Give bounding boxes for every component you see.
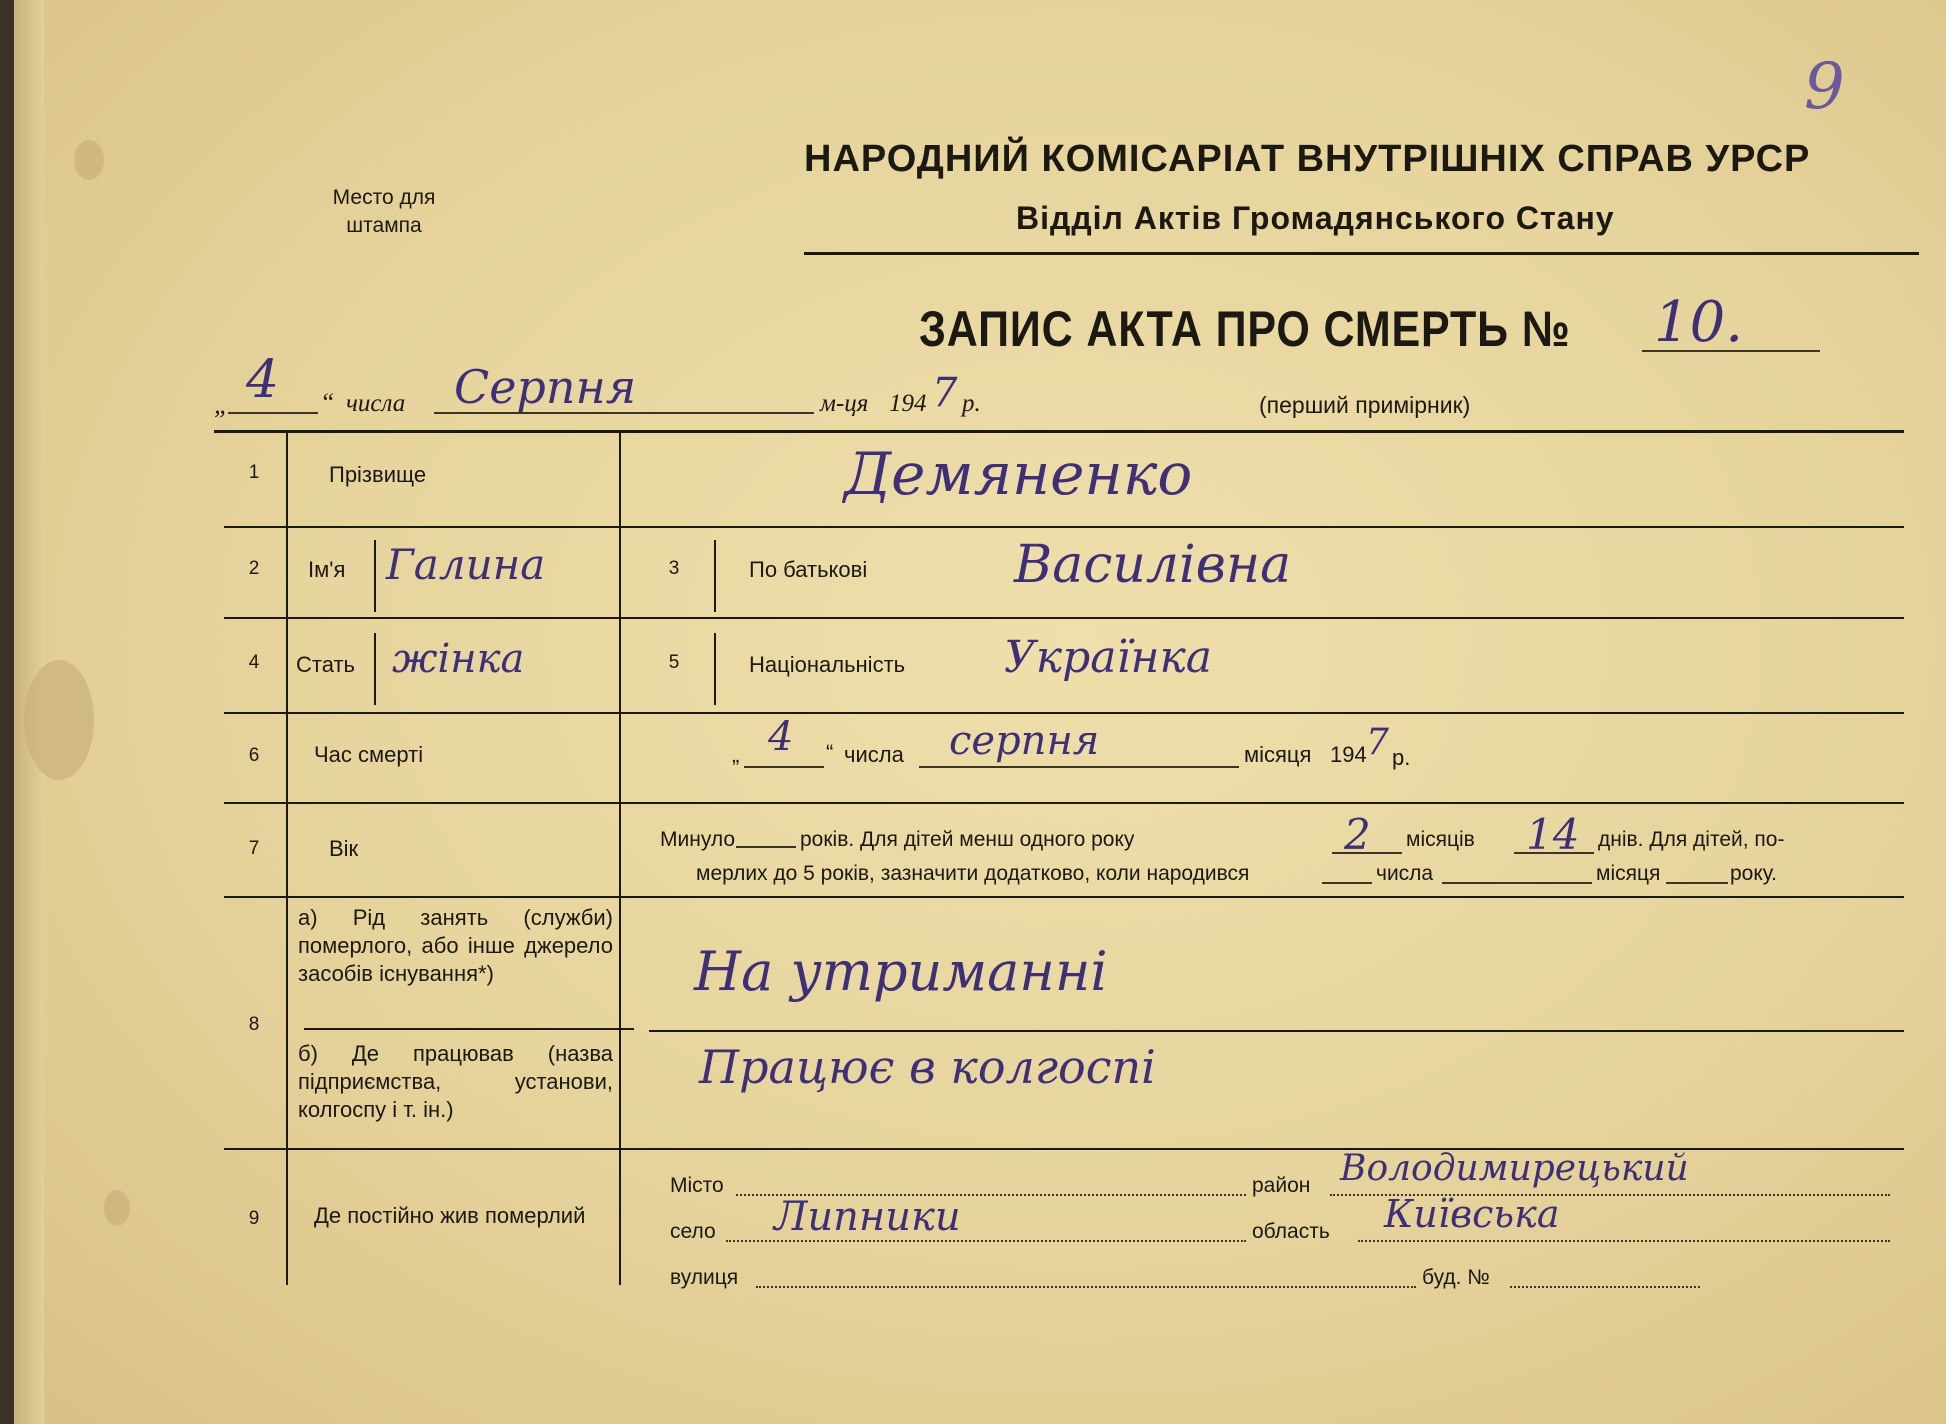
- age-born-text: мерлих до 5 років, зазначити додатково, коли народився: [696, 862, 1250, 885]
- first-name-divider: [374, 540, 376, 612]
- death-date-close-quote: “: [826, 740, 834, 765]
- sex-label: Стать: [296, 652, 356, 677]
- born-year-line: [1666, 882, 1728, 884]
- workplace-label: б) Де працював (назва підприємства, установи, колгоспу і т. ін.): [298, 1041, 613, 1122]
- row-number: 7: [248, 838, 260, 859]
- death-date-open-quote: „: [732, 742, 740, 767]
- death-year-label: р.: [1392, 745, 1411, 770]
- district-value: Володимирецький: [1340, 1148, 1689, 1189]
- house-label: буд. №: [1422, 1266, 1490, 1289]
- first-name-value: Галина: [386, 540, 546, 589]
- record-month-line: [434, 412, 814, 414]
- street-label: вулиця: [670, 1266, 739, 1289]
- death-day-line: [744, 766, 824, 768]
- number-column-divider: [286, 430, 288, 1285]
- death-month-label: місяця: [1244, 742, 1312, 767]
- header-rule: [804, 252, 1919, 255]
- patronymic-label: По батькові: [749, 557, 868, 582]
- patronymic-value: Василівна: [1014, 535, 1292, 595]
- age-years-line: [736, 846, 796, 848]
- death-month: серпня: [949, 718, 1100, 764]
- nationality-label: Національність: [749, 652, 906, 677]
- district-label: район: [1252, 1174, 1311, 1197]
- born-day-label: числа: [1376, 862, 1434, 885]
- record-day-line: [228, 412, 318, 414]
- row-rule: [224, 1148, 636, 1150]
- death-month-line: [919, 766, 1239, 768]
- stamp-line-2: штампа: [346, 214, 422, 237]
- row-rule: [224, 712, 636, 714]
- row-rule: [224, 526, 636, 528]
- record-month-label: м-ця: [820, 390, 869, 417]
- record-day-label: числа: [346, 390, 406, 417]
- row-rule: [224, 617, 636, 619]
- village-label: село: [670, 1220, 716, 1243]
- stamp-place-label: [314, 184, 454, 240]
- house-line: [1510, 1286, 1700, 1288]
- date-open-quote: „: [214, 390, 229, 419]
- row-number: 8: [248, 1014, 260, 1035]
- occupation-label: а) Рід занять (служби) померлого, або інше джерело засобів існування*): [298, 905, 613, 986]
- row-number: 4: [248, 652, 260, 673]
- document-page: [14, 0, 1946, 1424]
- page-number-annotation: 9: [1804, 50, 1845, 124]
- age-days-value: 14: [1526, 810, 1580, 859]
- workplace-value: Працює в колгоспі: [699, 1040, 1156, 1094]
- label-column-divider: [619, 430, 621, 1285]
- village-value: Липники: [774, 1194, 961, 1240]
- record-year-suffix: 7: [932, 370, 958, 416]
- row-number: 5: [668, 652, 680, 673]
- binding-tear: [24, 660, 94, 780]
- nationality-number-divider: [714, 633, 716, 705]
- occupation-value: На утриманні: [694, 940, 1108, 1003]
- nationality-value: Українка: [1004, 632, 1213, 683]
- surname-value: Демяненко: [844, 440, 1193, 508]
- age-days-text: днів. Для дітей, по-: [1598, 828, 1785, 851]
- first-name-label: Ім'я: [308, 557, 346, 582]
- record-number: 10.: [1654, 290, 1744, 355]
- region-value: Київська: [1384, 1192, 1560, 1236]
- born-day-line: [1322, 882, 1372, 884]
- sex-divider: [374, 633, 376, 705]
- row-rule: [224, 896, 636, 898]
- born-month-line: [1442, 882, 1592, 884]
- record-day: 4: [246, 350, 280, 410]
- row-number: 9: [248, 1208, 260, 1229]
- row-rule: [634, 617, 1904, 619]
- death-time-label: Час смерті: [314, 742, 424, 767]
- age-label: Вік: [329, 836, 359, 861]
- record-year-prefix: 194: [889, 390, 927, 417]
- row-number: 2: [248, 558, 260, 579]
- region-line: [1358, 1240, 1890, 1242]
- record-number-underline: [1642, 350, 1820, 352]
- village-line: [726, 1240, 1246, 1242]
- row-rule: [634, 1148, 1904, 1150]
- surname-label: Прізвище: [329, 462, 427, 487]
- age-months-line: [1332, 852, 1402, 854]
- age-months-label: місяців: [1406, 828, 1475, 851]
- death-day-label: числа: [844, 742, 904, 767]
- death-year-prefix: 194: [1330, 742, 1367, 767]
- row-rule: [634, 802, 1904, 804]
- copy-note: (перший примірник): [1259, 392, 1471, 418]
- binding-hole: [74, 140, 104, 180]
- stamp-line-1: Место для: [332, 186, 436, 209]
- born-year-label: року.: [1730, 862, 1778, 885]
- table-top-rule: [214, 430, 1904, 433]
- record-month: Серпня: [454, 360, 637, 414]
- patronymic-number-divider: [714, 540, 716, 612]
- row-number: 3: [668, 558, 680, 579]
- row-rule: [224, 802, 636, 804]
- age-passed-label: Минуло: [660, 828, 736, 851]
- date-close-quote: “: [320, 388, 335, 417]
- department-heading: Відділ Актів Громадянського Стану: [1016, 200, 1615, 236]
- age-months-value: 2: [1344, 810, 1371, 859]
- row-rule: [634, 712, 1904, 714]
- death-day: 4: [768, 714, 794, 760]
- row-rule: [634, 896, 1904, 898]
- city-label: Місто: [670, 1174, 724, 1197]
- binding-hole: [104, 1190, 130, 1226]
- age-years-text: років. Для дітей менш одного року: [800, 828, 1135, 851]
- death-year-suffix: 7: [1366, 722, 1389, 763]
- document-title: ЗАПИС АКТА ПРО СМЕРТЬ №: [919, 301, 1571, 357]
- row-rule: [304, 1028, 634, 1030]
- row-rule: [649, 1030, 1904, 1032]
- row-number: 1: [248, 462, 260, 483]
- street-line: [756, 1286, 1416, 1288]
- region-label: область: [1252, 1220, 1330, 1243]
- ministry-heading: НАРОДНИЙ КОМІСАРІАТ ВНУТРІШНІХ СПРАВ УРСР: [804, 138, 1811, 180]
- age-days-line: [1514, 852, 1594, 854]
- born-month-label: місяця: [1596, 862, 1661, 885]
- record-year-label: р.: [962, 390, 981, 417]
- row-rule: [634, 526, 1904, 528]
- sex-value: жінка: [392, 636, 525, 682]
- residence-label: Де постійно жив померлий: [314, 1203, 586, 1228]
- row-number: 6: [248, 745, 260, 766]
